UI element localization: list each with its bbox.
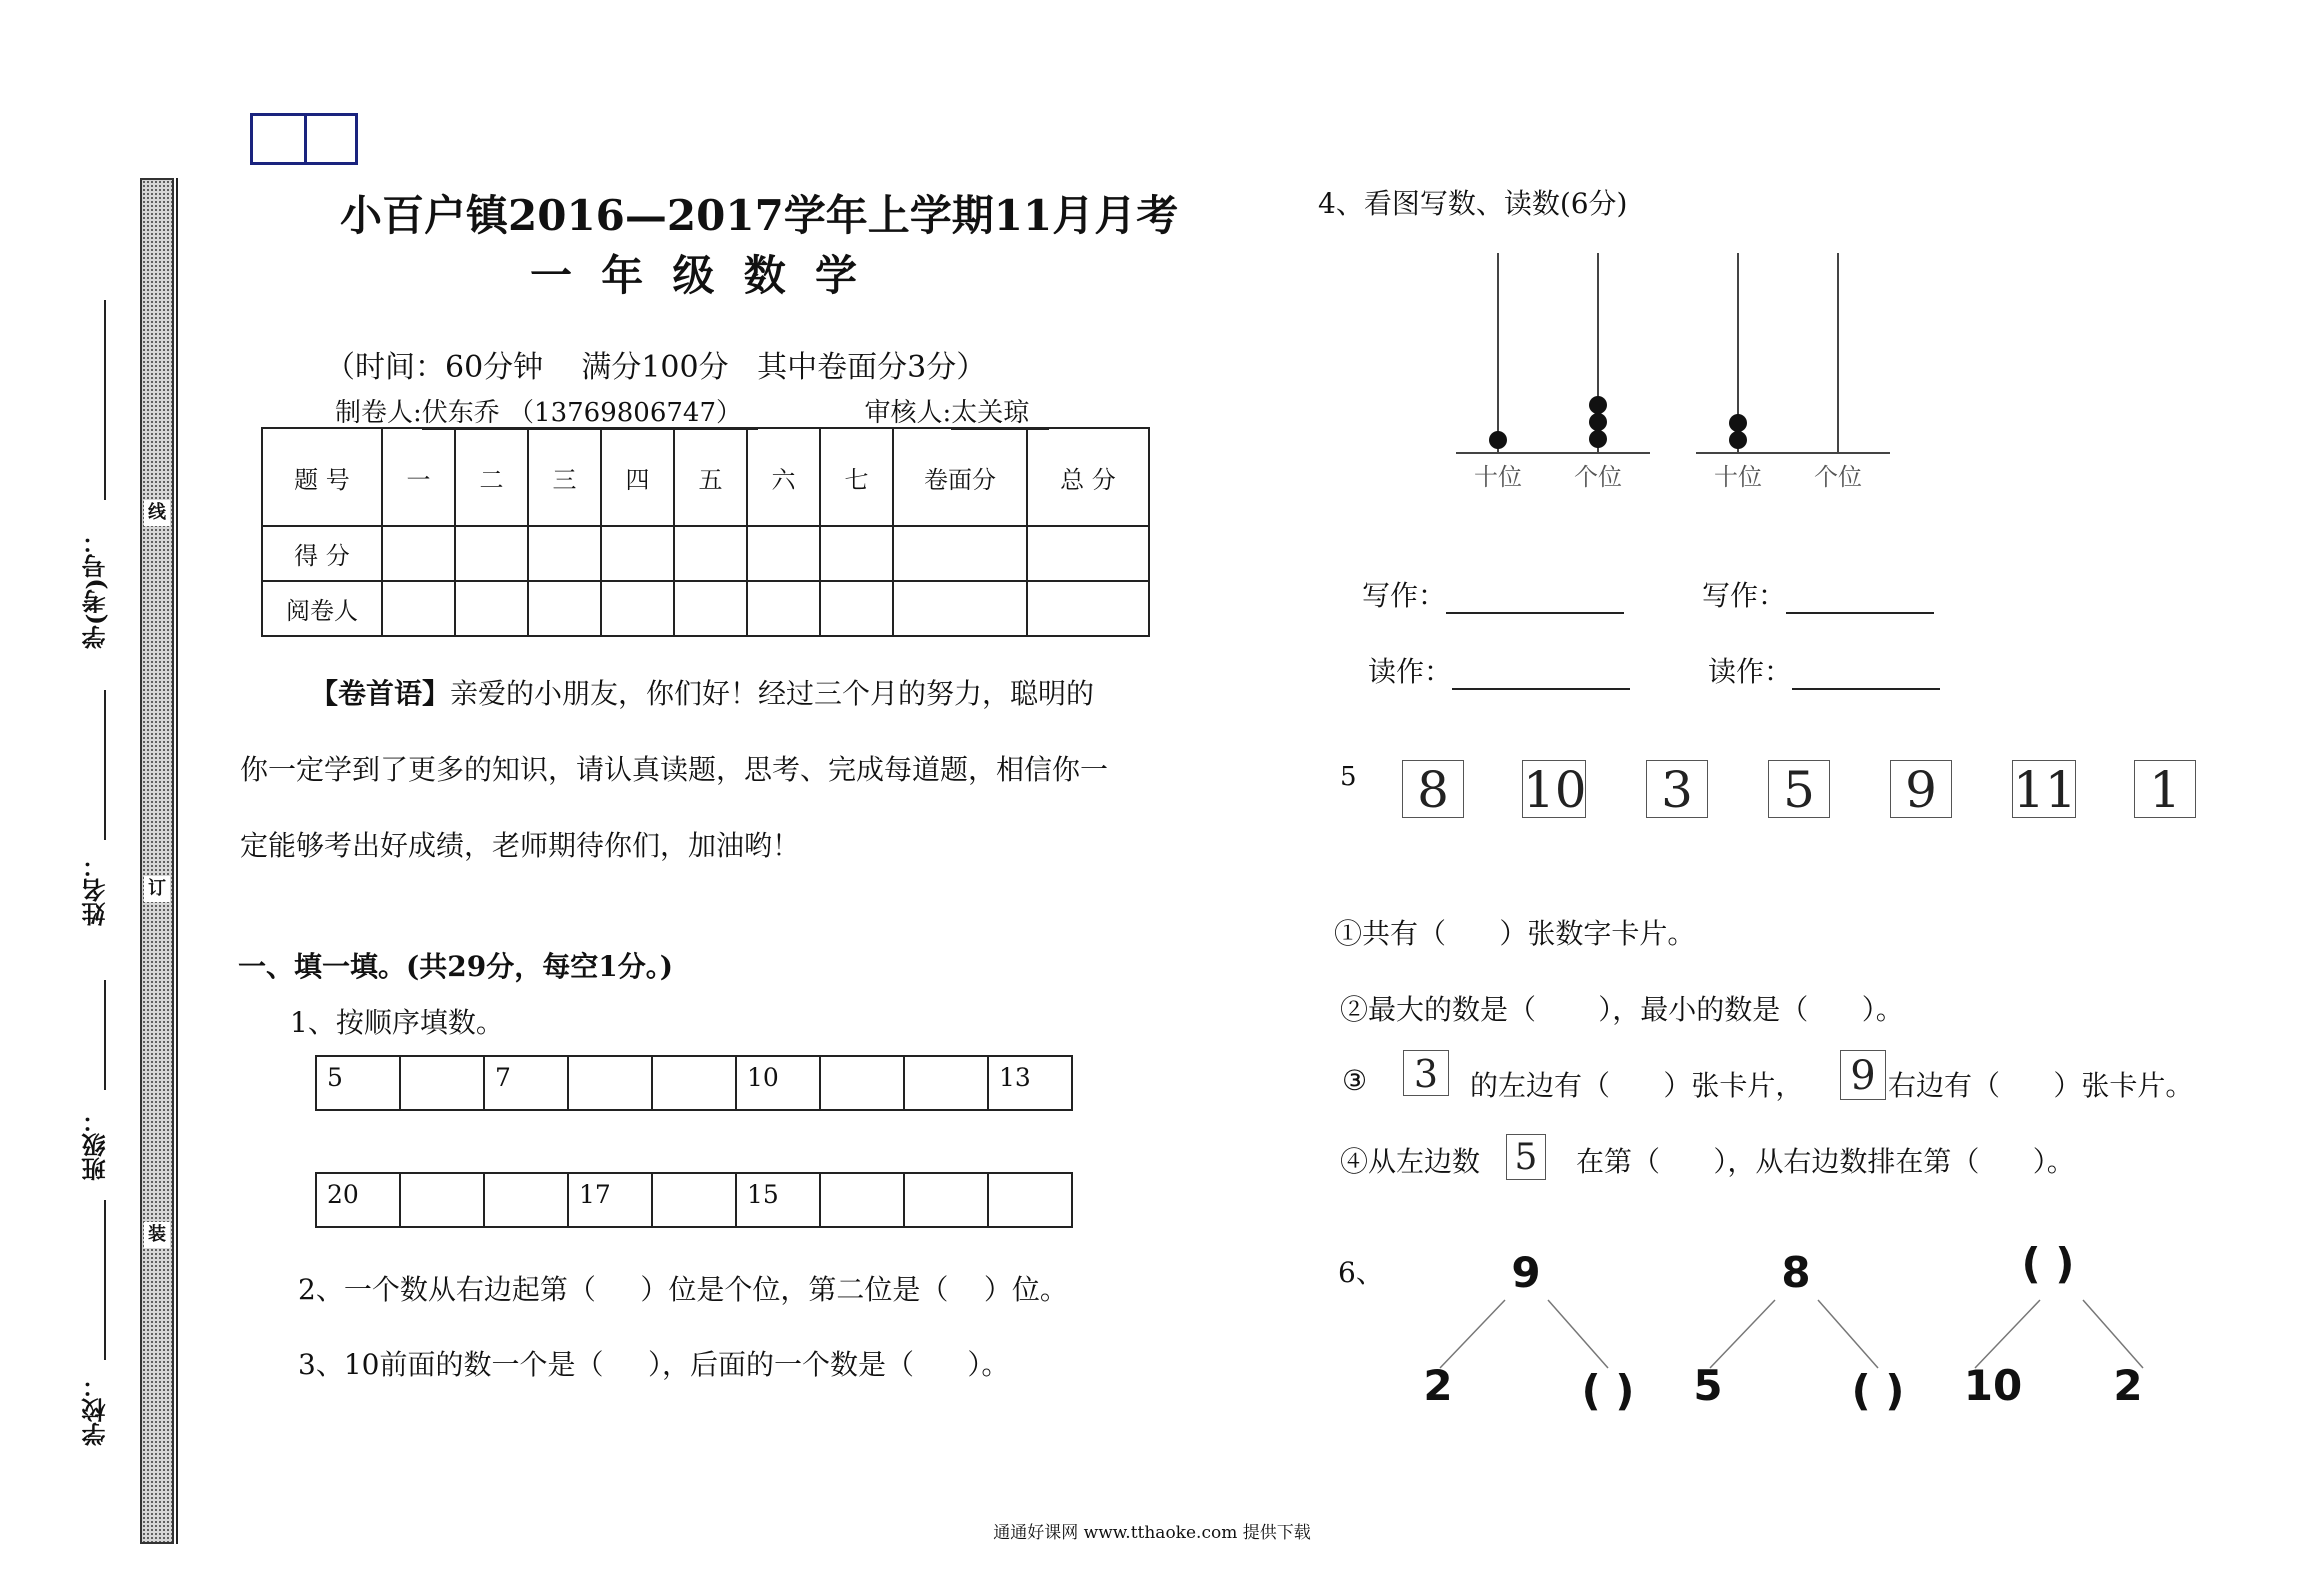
write-label: 写作：	[1362, 579, 1447, 612]
id-label: 学(考)号：	[81, 530, 110, 650]
number-card: 3	[1646, 760, 1708, 818]
corner-score-boxes	[250, 113, 358, 165]
tree-2-left: 5	[1693, 1361, 1723, 1410]
school-label: 学校：	[81, 1374, 110, 1446]
write-answer-2[interactable]	[1786, 582, 1934, 614]
number-card: 11	[2013, 761, 2077, 819]
question-5-number: 5	[1340, 762, 1357, 792]
abacus-1	[1456, 253, 1650, 491]
sequence-cell-blank[interactable]	[400, 1173, 484, 1227]
abacus-diagrams	[1450, 245, 1910, 505]
question-5-3-mid: 的左边有（ ）张卡片，	[1470, 1069, 1804, 1102]
grader-cell[interactable]	[820, 581, 893, 636]
number-card: 9	[1890, 760, 1952, 818]
read-answer-1[interactable]	[1452, 658, 1630, 690]
grader-cell[interactable]	[1027, 581, 1149, 636]
class-label: 班级：	[81, 1109, 110, 1181]
score-cell[interactable]	[747, 526, 820, 581]
sequence-cell-blank[interactable]	[820, 1173, 904, 1227]
score-header: 四	[601, 428, 674, 526]
number-card: 10	[1523, 761, 1587, 819]
number-card: 5	[1768, 760, 1830, 818]
read-row-1	[1368, 650, 1630, 690]
sequence-table-1	[315, 1055, 1073, 1111]
sequence-cell-blank[interactable]	[568, 1056, 652, 1110]
sequence-cell: 5	[316, 1056, 400, 1110]
score-row-label: 阅卷人	[262, 581, 382, 636]
abacus-1-tens-bead	[1489, 431, 1507, 449]
score-header: 卷面分	[893, 428, 1027, 526]
score-cell[interactable]	[455, 526, 528, 581]
sequence-cell-blank[interactable]	[904, 1173, 988, 1227]
tree-1-right: ( )	[1581, 1366, 1635, 1415]
intro-line-3: 定能够考出好成绩，老师期待你们，加油哟！	[240, 829, 801, 862]
grader-cell[interactable]	[601, 581, 674, 636]
maker-name: 伏东乔 （13769806747）	[422, 398, 758, 430]
score-cell[interactable]	[674, 526, 747, 581]
name-label: 姓名：	[81, 854, 110, 926]
abacus-1-tens-label: 十位	[1474, 463, 1522, 491]
exam-title: 小百户镇2016—2017学年上学期11月月考	[340, 191, 1179, 240]
sequence-cell-blank[interactable]	[988, 1173, 1072, 1227]
intro-label: 【卷首语】	[310, 677, 451, 710]
abacus-2-tens-bead	[1729, 431, 1747, 449]
reviewer-name: 太关琼	[951, 398, 1049, 430]
write-row-1	[1362, 574, 1624, 614]
score-header: 总 分	[1027, 428, 1149, 526]
question-2: 2、一个数从右边起第（ ）位是个位，第二位是（ ）位。	[298, 1273, 1068, 1306]
question-5-4-end: 在第（ ），从右边数排在第（ ）。	[1576, 1145, 2075, 1178]
class-field-line[interactable]	[104, 980, 106, 1090]
abacus-2-tens-bead	[1729, 414, 1747, 432]
tree-3-right: 2	[2113, 1361, 2143, 1410]
score-cell[interactable]	[528, 526, 601, 581]
binding-mark-bind: 装	[144, 1222, 170, 1248]
sequence-cell-blank[interactable]	[652, 1173, 736, 1227]
exam-info: （时间：60分钟 满分100分 其中卷面分3分）	[325, 350, 987, 385]
abacus-2-ones-label: 个位	[1814, 463, 1862, 491]
binding-strip	[140, 178, 174, 1544]
sequence-cell: 13	[988, 1056, 1072, 1110]
abacus-1-ones-bead	[1589, 413, 1607, 431]
number-card: 8	[1402, 760, 1464, 818]
question-1: 1、按顺序填数。	[290, 1006, 504, 1039]
exam-subject: 一 年 级 数 学	[530, 251, 857, 300]
score-cell[interactable]	[893, 526, 1027, 581]
tree-3-left: 10	[1963, 1361, 2023, 1410]
score-header: 七	[820, 428, 893, 526]
read-label: 读作：	[1368, 655, 1453, 688]
question-5-1: ①共有（ ）张数字卡片。	[1334, 917, 1696, 950]
section-1-title: 一、填一填。(共29分，每空1分。)	[238, 950, 673, 983]
intro-line-2: 你一定学到了更多的知识，请认真读题，思考、完成每道题，相信你一	[240, 753, 1109, 786]
left-margin-rule	[176, 178, 178, 1544]
score-cell[interactable]	[601, 526, 674, 581]
score-cell[interactable]	[382, 526, 455, 581]
question-4-title: 4、看图写数、读数(6分)	[1318, 187, 1628, 220]
abacus-1-ones-bead	[1589, 396, 1607, 414]
sequence-cell-blank[interactable]	[904, 1056, 988, 1110]
read-row-2	[1708, 650, 1940, 690]
grader-cell[interactable]	[747, 581, 820, 636]
grader-cell[interactable]	[528, 581, 601, 636]
score-row-label: 得 分	[262, 526, 382, 581]
number-card: 1	[2134, 760, 2196, 818]
intro-line-1	[310, 672, 1094, 712]
score-cell[interactable]	[820, 526, 893, 581]
exam-makers	[335, 392, 1049, 429]
abacus-1-ones-label: 个位	[1574, 463, 1622, 491]
tree-3-top: ( )	[2021, 1245, 2075, 1288]
write-row-2	[1702, 574, 1934, 614]
abacus-2	[1696, 253, 1890, 491]
inline-number-card: 5	[1506, 1134, 1546, 1180]
sequence-cell: 7	[484, 1056, 568, 1110]
question-5-4-prefix: ④从左边数	[1340, 1145, 1481, 1178]
sequence-cell: 10	[736, 1056, 820, 1110]
school-field-line[interactable]	[104, 1200, 106, 1360]
score-header: 三	[528, 428, 601, 526]
number-trees	[1400, 1245, 2180, 1425]
sequence-cell-blank[interactable]	[400, 1056, 484, 1110]
score-header: 一	[382, 428, 455, 526]
id-field-line[interactable]	[104, 300, 106, 500]
sequence-cell-blank[interactable]	[820, 1056, 904, 1110]
tree-1-top: 9	[1511, 1248, 1541, 1297]
tree-2-top: 8	[1781, 1248, 1811, 1297]
tree-2-right: ( )	[1851, 1366, 1905, 1415]
sequence-cell: 20	[316, 1173, 400, 1227]
grader-cell[interactable]	[455, 581, 528, 636]
name-field-line[interactable]	[104, 690, 106, 840]
sequence-cell: 17	[568, 1173, 652, 1227]
score-header: 二	[455, 428, 528, 526]
grader-cell[interactable]	[382, 581, 455, 636]
score-table	[261, 427, 1150, 637]
read-answer-2[interactable]	[1792, 658, 1940, 690]
question-6-label: 6、	[1338, 1256, 1384, 1289]
question-5-2: ②最大的数是（ ），最小的数是（ ）。	[1340, 993, 1904, 1026]
binding-mark-staple: 订	[144, 876, 170, 902]
tree-1-left: 2	[1423, 1361, 1453, 1410]
write-answer-1[interactable]	[1446, 582, 1624, 614]
abacus-1-ones-bead	[1589, 430, 1607, 448]
sequence-cell-blank[interactable]	[484, 1173, 568, 1227]
score-header: 题 号	[262, 428, 382, 526]
read-label: 读作：	[1708, 655, 1793, 688]
inline-number-card: 3	[1403, 1050, 1449, 1096]
score-header: 六	[747, 428, 820, 526]
grader-cell[interactable]	[674, 581, 747, 636]
grader-cell[interactable]	[893, 581, 1027, 636]
footer-credit: 通通好课网 www.tthaoke.com 提供下载	[993, 1523, 1311, 1543]
question-5-3-prefix: ③	[1342, 1064, 1368, 1097]
write-label: 写作：	[1702, 579, 1787, 612]
reviewer-label: 审核人:	[864, 398, 952, 428]
inline-number-card: 9	[1840, 1050, 1886, 1100]
score-cell[interactable]	[1027, 526, 1149, 581]
question-3: 3、10前面的数一个是（ ），后面的一个数是（ ）。	[298, 1348, 1010, 1381]
sequence-cell-blank[interactable]	[652, 1056, 736, 1110]
question-5-3-end: 右边有（ ）张卡片。	[1888, 1069, 2194, 1102]
sequence-cell: 15	[736, 1173, 820, 1227]
sequence-table-2	[315, 1172, 1073, 1228]
abacus-2-tens-label: 十位	[1714, 463, 1762, 491]
score-header: 五	[674, 428, 747, 526]
intro-text-1: 亲爱的小朋友，你们好！经过三个月的努力，聪明的	[450, 677, 1095, 710]
maker-label: 制卷人:	[335, 398, 422, 428]
binding-mark-line: 线	[144, 500, 170, 526]
